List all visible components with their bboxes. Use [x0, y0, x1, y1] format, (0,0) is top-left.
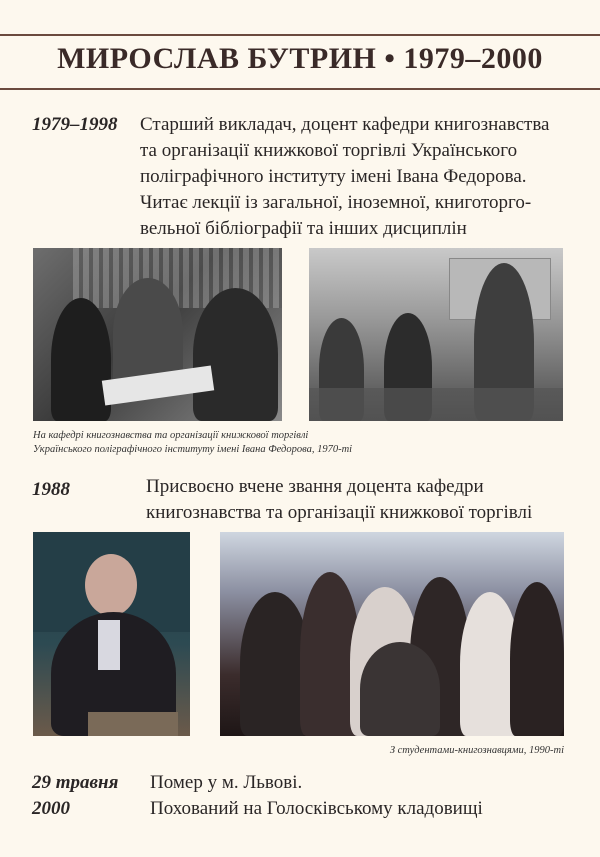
date-year: 2000: [32, 798, 70, 819]
section1-line: та організації книжкової торгівлі Українського: [140, 140, 518, 161]
caption-line: Українського поліграфічного інституту імені Івана Федорова, 1970-ті: [33, 444, 353, 455]
section1-text: [140, 112, 590, 242]
section2-line: Присвоєно вчене звання доцента кафедри: [146, 476, 484, 497]
section1-line: Старший викладач, доцент кафедри книгознавства: [140, 114, 550, 135]
photo-department-meeting: [33, 248, 282, 421]
photo-students-group: [220, 532, 564, 736]
section1-line: поліграфічного інституту імені Івана Федорова.: [140, 166, 527, 187]
top-rule: [0, 34, 600, 36]
page-title: МИРОСЛАВ БУТРИН • 1979–2000: [57, 42, 543, 75]
date-day-month: 29 травня: [32, 772, 119, 793]
section3-text: [150, 770, 580, 822]
date-death: [32, 770, 118, 822]
photo-caption-2: З студентами-книгознавцями, 1990-ті: [389, 745, 564, 756]
caption-line: На кафедрі книгознавства та організації книжкової торгівлі: [33, 430, 309, 441]
title-underline: [0, 88, 600, 90]
section2-text: [146, 474, 586, 526]
section1-line: Читає лекції із загальної, іноземної, книготорго-: [140, 192, 532, 213]
date-1988: 1988: [32, 479, 70, 500]
photo-caption-1: [33, 429, 573, 457]
photo-portrait: [33, 532, 190, 736]
section1-line: вельної бібліографії та інших дисциплін: [140, 218, 467, 239]
photo-lecture: [309, 248, 563, 421]
section3-line: Помер у м. Львові.: [150, 772, 303, 793]
section3-line: Похований на Голосківському кладовищі: [150, 798, 483, 819]
section2-line: книгознавства та організації книжкової торгівлі: [146, 502, 533, 523]
date-1979-1998: 1979–1998: [32, 114, 118, 135]
